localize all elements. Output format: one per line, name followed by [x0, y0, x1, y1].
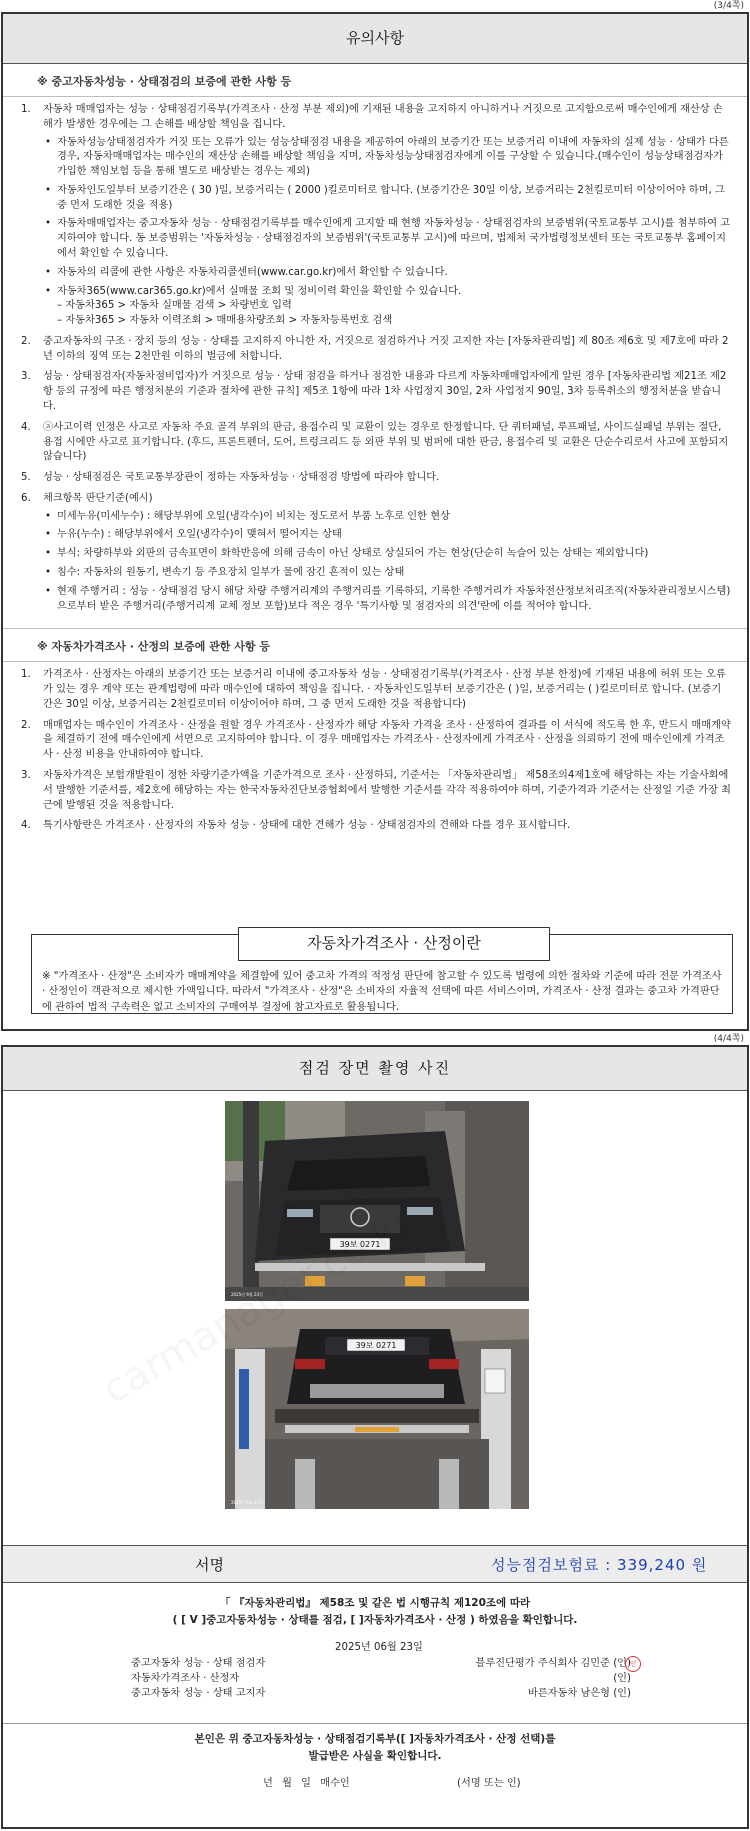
list-item — [21, 471, 731, 486]
list-item — [21, 819, 731, 834]
legal-statement — [3, 1595, 747, 1629]
role-label: 중고자동차 성능 · 상태 점검자 — [131, 1658, 266, 1669]
item-text: ⓐ사고이력 인정은 사고로 자동차 주요 골격 부위의 판금, 용접수리 및 교환이 있는 경우로 한정합니다. 단 쿼터패널, 루프패널, 사이드실패널 부위는 절단, 용접 시에만 사고로 표기합니다. (후드, 프론트펜더, 도어, 트렁크리드 등 외판 부위 및 범퍼에 대한 판금, 용접수리 및 교환은 단순수리로서 사고에 포함되지 않습니다) — [43, 421, 729, 463]
list-item — [21, 370, 731, 414]
buyer-date-line: 년 월 일 매수인 — [263, 1778, 350, 1789]
notice-sheet — [1, 12, 749, 1031]
page-number-bottom: (4/4쪽) — [713, 1034, 744, 1044]
item1-bullets — [43, 136, 731, 329]
info-box-text: ※ "가격조사 · 산정"은 소비자가 매매계약을 체결함에 있어 중고차 가격의 적정성 판단에 참고할 수 있도록 법령에 의한 절차와 기준에 따라 전문 가격조사 · 산정인이 객관적으로 제시한 가액입니다. 따라서 "가격조사 · 산정"은 소비자의 자율적 선택에 따른 서비스이며, 가격조사 · 산정 결과는 중고차 가격판단에 관하여 법적 구속력은 없고 소비자의 구매여부 결정에 참고자료로 활용됩니다. — [42, 971, 722, 1013]
photo-sheet — [1, 1045, 749, 1829]
price-notice-list — [3, 662, 747, 834]
item-number: 4. — [21, 820, 31, 832]
list-item — [21, 769, 731, 813]
item-number: 4. — [21, 421, 31, 433]
receipt-confirmation — [3, 1731, 747, 1765]
item-text: 성능 · 상태점검은 국토교통부장관이 정하는 자동차성능 · 상태점검 방법에 따라야 합니다. — [43, 472, 440, 484]
subline: – 자동차365 > 자동차 실매물 검색 > 차량번호 입력 — [57, 300, 292, 312]
bullet-item: • 현재 주행거리 : 성능 · 상태점검 당시 해당 차량 주행거리계의 주행거리를 기록하되, 기록한 주행거리가 자동차전산정보처리조직(자동차관리정보시스템)으로부터 받은 주행거리(주행거리계 교체 정보 포함)보다 적은 경우 '특기사항 및 점검자의 의견'란에 이를 적어야 합니다. — [43, 585, 731, 615]
list-item — [21, 421, 731, 465]
list-item — [21, 719, 731, 763]
bullet-item — [43, 285, 731, 329]
item-number: 3. — [21, 371, 31, 383]
item-text: 매매업자는 매수인이 가격조사 · 산정을 원할 경우 가격조사 · 산정자가 해당 자동차 가격을 조사 · 산정하여 결과를 이 서식에 적도록 한 후, 반드시 매매계약을 체결하기 전에 매수인에게 서면으로 고지하여야 합니다. 이 경우 매매업자는 가격조사 · 산정자에게 가격조사 · 산정을 의뢰하기 전에 매수인에게 가격조사 · 산정 비용을 안내하여야 합니다. — [43, 719, 731, 761]
item-number: 3. — [21, 770, 31, 781]
plate-text: 39보 0271 — [355, 1341, 397, 1350]
bullet-item: • 침수: 자동차의 원동기, 변속기 등 주요장치 일부가 물에 잠긴 흔적이 있는 상태 — [43, 566, 731, 581]
item-number: 1. — [21, 103, 31, 115]
item-number: 1. — [21, 669, 31, 681]
signer-names — [476, 1657, 631, 1701]
signer-name: 블루진단평가 주식회사 김민준 (인) — [475, 1658, 631, 1669]
item-text: 성능 · 상태점검자(자동차점비업자)가 거짓으로 성능 · 상태 점검을 하거나 점검한 내용과 다르게 자동차매매업자에게 알린 경우 [자동차관리법 제21조 제2항 등의 규정에 따른 행정처분의 기준과 절차에 관한 규칙] 제5조 1항에 따라 1차 사업정지 30일, 2차 사업정지 90일, 3차 등록취소의 행정처분을 받습니다. — [43, 371, 727, 412]
photo-caption: 2025년 6월 23일 — [231, 1500, 263, 1505]
signature-header — [3, 1545, 747, 1583]
performance-notice-list — [3, 97, 747, 614]
item-text: 중고자동차의 구조 · 장치 등의 성능 · 상태를 고지하지 아니한 자, 거짓으로 점검하거나 거짓 고지한 자는 [자동차관리법] 제 80조 제6호 및 제7호에 따라 2년 이하의 징역 또는 2천만원 이하의 벌금에 처합니다. — [43, 335, 729, 362]
list-item — [21, 668, 731, 712]
inspection-insurance-fee: 성능점검보험료 : 339,240 원 — [491, 1556, 708, 1574]
item-text: 자동차가격은 보험개발원이 정한 차량기준가액을 기준가격으로 조사 · 산정하되, 기준서는 「자동차관리법」 제58조의4제1호에 해당하는 자는 기술사회에서 발행한 기준서를, 제2호에 해당하는 자는 한국자동차진단보증협회에서 발행한 기준서를 각각 적용하여야 하며, 기준가격과 기준서는 산정일 기준 가장 최근에 발행된 것을 적용합니다. — [43, 770, 731, 811]
legal-line: ( [ V ]중고자동차성능 · 상태를 점검, [ ]자동차가격조사 · 산정 ) 하였음을 확인합니다. — [172, 1613, 578, 1626]
list-item — [21, 103, 731, 329]
signer-name: 바른자동차 남은형 (인) — [528, 1687, 631, 1699]
section-heading-price: ※ 자동차가격조사 · 산정의 보증에 관한 사항 등 — [37, 640, 270, 654]
signature-label: 서명 — [195, 1556, 224, 1574]
list-item — [21, 335, 731, 365]
role-label: 자동차가격조사 · 산정자 — [131, 1672, 240, 1684]
inspection-date: 2025년 06월 23일 — [335, 1642, 423, 1653]
info-box-title: 자동차가격조사 · 산정이란 — [238, 927, 550, 961]
bullet-item: • 자동차의 리콜에 관한 사항은 자동차리콜센터(www.car.go.kr)에서 확인할 수 있습니다. — [43, 266, 731, 281]
bullet-item: • 자동차인도일부터 보증기간은 ( 30 )일, 보증거리는 ( 2000 )킬로미터로 합니다. (보증기간은 30일 이상, 보증거리는 2천킬로미터 이상이어야 하며, 그 중 먼저 도래한 것을 적용) — [43, 184, 731, 214]
page-number-top: (3/4쪽) — [713, 1, 744, 11]
item-number: 2. — [21, 335, 31, 347]
item-text: 가격조사 · 산정자는 아래의 보증기간 또는 보증거리 이내에 중고자동차 성능 · 상태점검기록부(가격조사 · 산정 부분 한정)에 기재된 내용에 허위 또는 오류가 있는 경우 계약 또는 관계법령에 따라 매수인에 대하여 책임을 집니다. · 자동차인도일부터 보증기간은 ( )일, 보증거리는 ( )킬로미터로 합니다. (보증기간은 30일 이상, 보증거리는 2천킬로미터 이상이어야 하며, 그 중 먼저 도래한 것을 적용합니다) — [43, 669, 726, 710]
photo-caption: 2025년 6월 23일 — [231, 1292, 263, 1297]
buyer-signature-field[interactable]: (서명 또는 인) — [457, 1778, 521, 1789]
confirm-line: 본인은 위 중고자동차성능 · 상태점검기록부([ ]자동차가격조사 · 산정 선택)를 — [194, 1733, 556, 1745]
bullet-item: • 자동차매매업자는 중고자동차 성능 · 상태점검기록부를 매수인에게 고지할 때 현행 자동차성능 · 상태점검자의 보증범위(국토교통부 고시)를 첨부하여 고지하여야 합니다. 동 보증범위는 '자동차성능 · 상태점검자의 보증범위'(국토교통부 고시)에 따르며, 법제처 국가법령정보센터 또는 국토교통부 홈페이지에서 확인할 수 있습니다. — [43, 217, 731, 261]
signer-name: (인) — [613, 1672, 631, 1684]
bullet-item: • 미세누유(미세누수) : 해당부위에 오일(냉각수)이 비치는 정도로서 부품 노후로 인한 현상 — [43, 510, 731, 525]
item-text: 체크항목 판단기준(예시) — [43, 492, 153, 504]
legal-line: 「 『자동차관리법』 제58조 및 같은 법 시행규칙 제120조에 따라 — [219, 1597, 531, 1609]
list-item — [21, 492, 731, 614]
item-number: 6. — [21, 492, 31, 504]
bullet-item: • 누유(누수) : 해당부위에서 오일(냉각수)이 맺혀서 떨어지는 상태 — [43, 528, 731, 543]
item-text: 특기사항란은 가격조사 · 산정자의 자동차 성능 · 상태에 대한 견해가 성능 · 상태점검자의 견해와 다를 경우 표시합니다. — [43, 820, 571, 832]
plate-text: 39보 0271 — [339, 1240, 381, 1249]
bullet-item: • 부식: 차량하부와 외판의 금속표면이 화학반응에 의해 금속이 아닌 상태로 상실되어 가는 현상(단순히 녹슬어 있는 상태는 제외합니다) — [43, 547, 731, 562]
role-label: 중고자동차 성능 · 상태 고지자 — [131, 1687, 266, 1699]
subline: – 자동차365 > 자동차 이력조회 > 매매용차량조회 > 자동차등록번호 검색 — [57, 315, 393, 327]
seal-stamp: 인 — [625, 1656, 641, 1672]
car-rear-image — [225, 1309, 529, 1509]
bullet-text: 자동차365(www.car365.go.kr)에서 실매물 조회 및 정비이력 확인을 확인할 수 있습니다. — [57, 285, 462, 297]
inspection-photo-rear — [225, 1309, 529, 1509]
item-number: 2. — [21, 719, 31, 731]
confirm-line: 발급받은 사실을 확인합니다. — [308, 1749, 442, 1762]
bullet-item: • 자동차성능상태점검자가 거짓 또는 오류가 있는 성능상태점검 내용을 제공하여 아래의 보증기간 또는 보증거리 이내에 자동차의 실제 성능 · 상태가 다른 경우, 자동차매매업자는 매수인의 재산상 손해를 배상할 책임을 지며, 자동차성능상태점검자에게 이를 구상할 수 있습니다.(매수인이 성능상태점검자가 가입한 책임보험 등을 통해 별도로 배상받는 경우는 제외) — [43, 136, 731, 180]
section-heading-performance: ※ 중고자동차성능 · 상태점검의 보증에 관한 사항 등 — [37, 75, 292, 88]
item-number: 5. — [21, 472, 31, 484]
photo-section-title: 점검 장면 촬영 사진 — [3, 1047, 747, 1091]
signer-roles — [131, 1657, 265, 1701]
car-front-image — [225, 1101, 529, 1301]
item6-bullets — [43, 510, 731, 615]
notice-title: 유의사항 — [3, 14, 747, 64]
divider — [3, 1723, 747, 1724]
inspection-photo-front — [225, 1101, 529, 1301]
item-text: 자동차 매매업자는 성능 · 상태점검기록부(가격조사 · 산정 부분 제외)에 기재된 내용을 고지하지 아니하거나 거짓으로 고지함으로써 매수인에게 재산상 손해가 발생한 경우에는 그 손해를 배상할 책임을 집니다. — [43, 103, 723, 130]
price-info-box — [31, 934, 733, 1014]
